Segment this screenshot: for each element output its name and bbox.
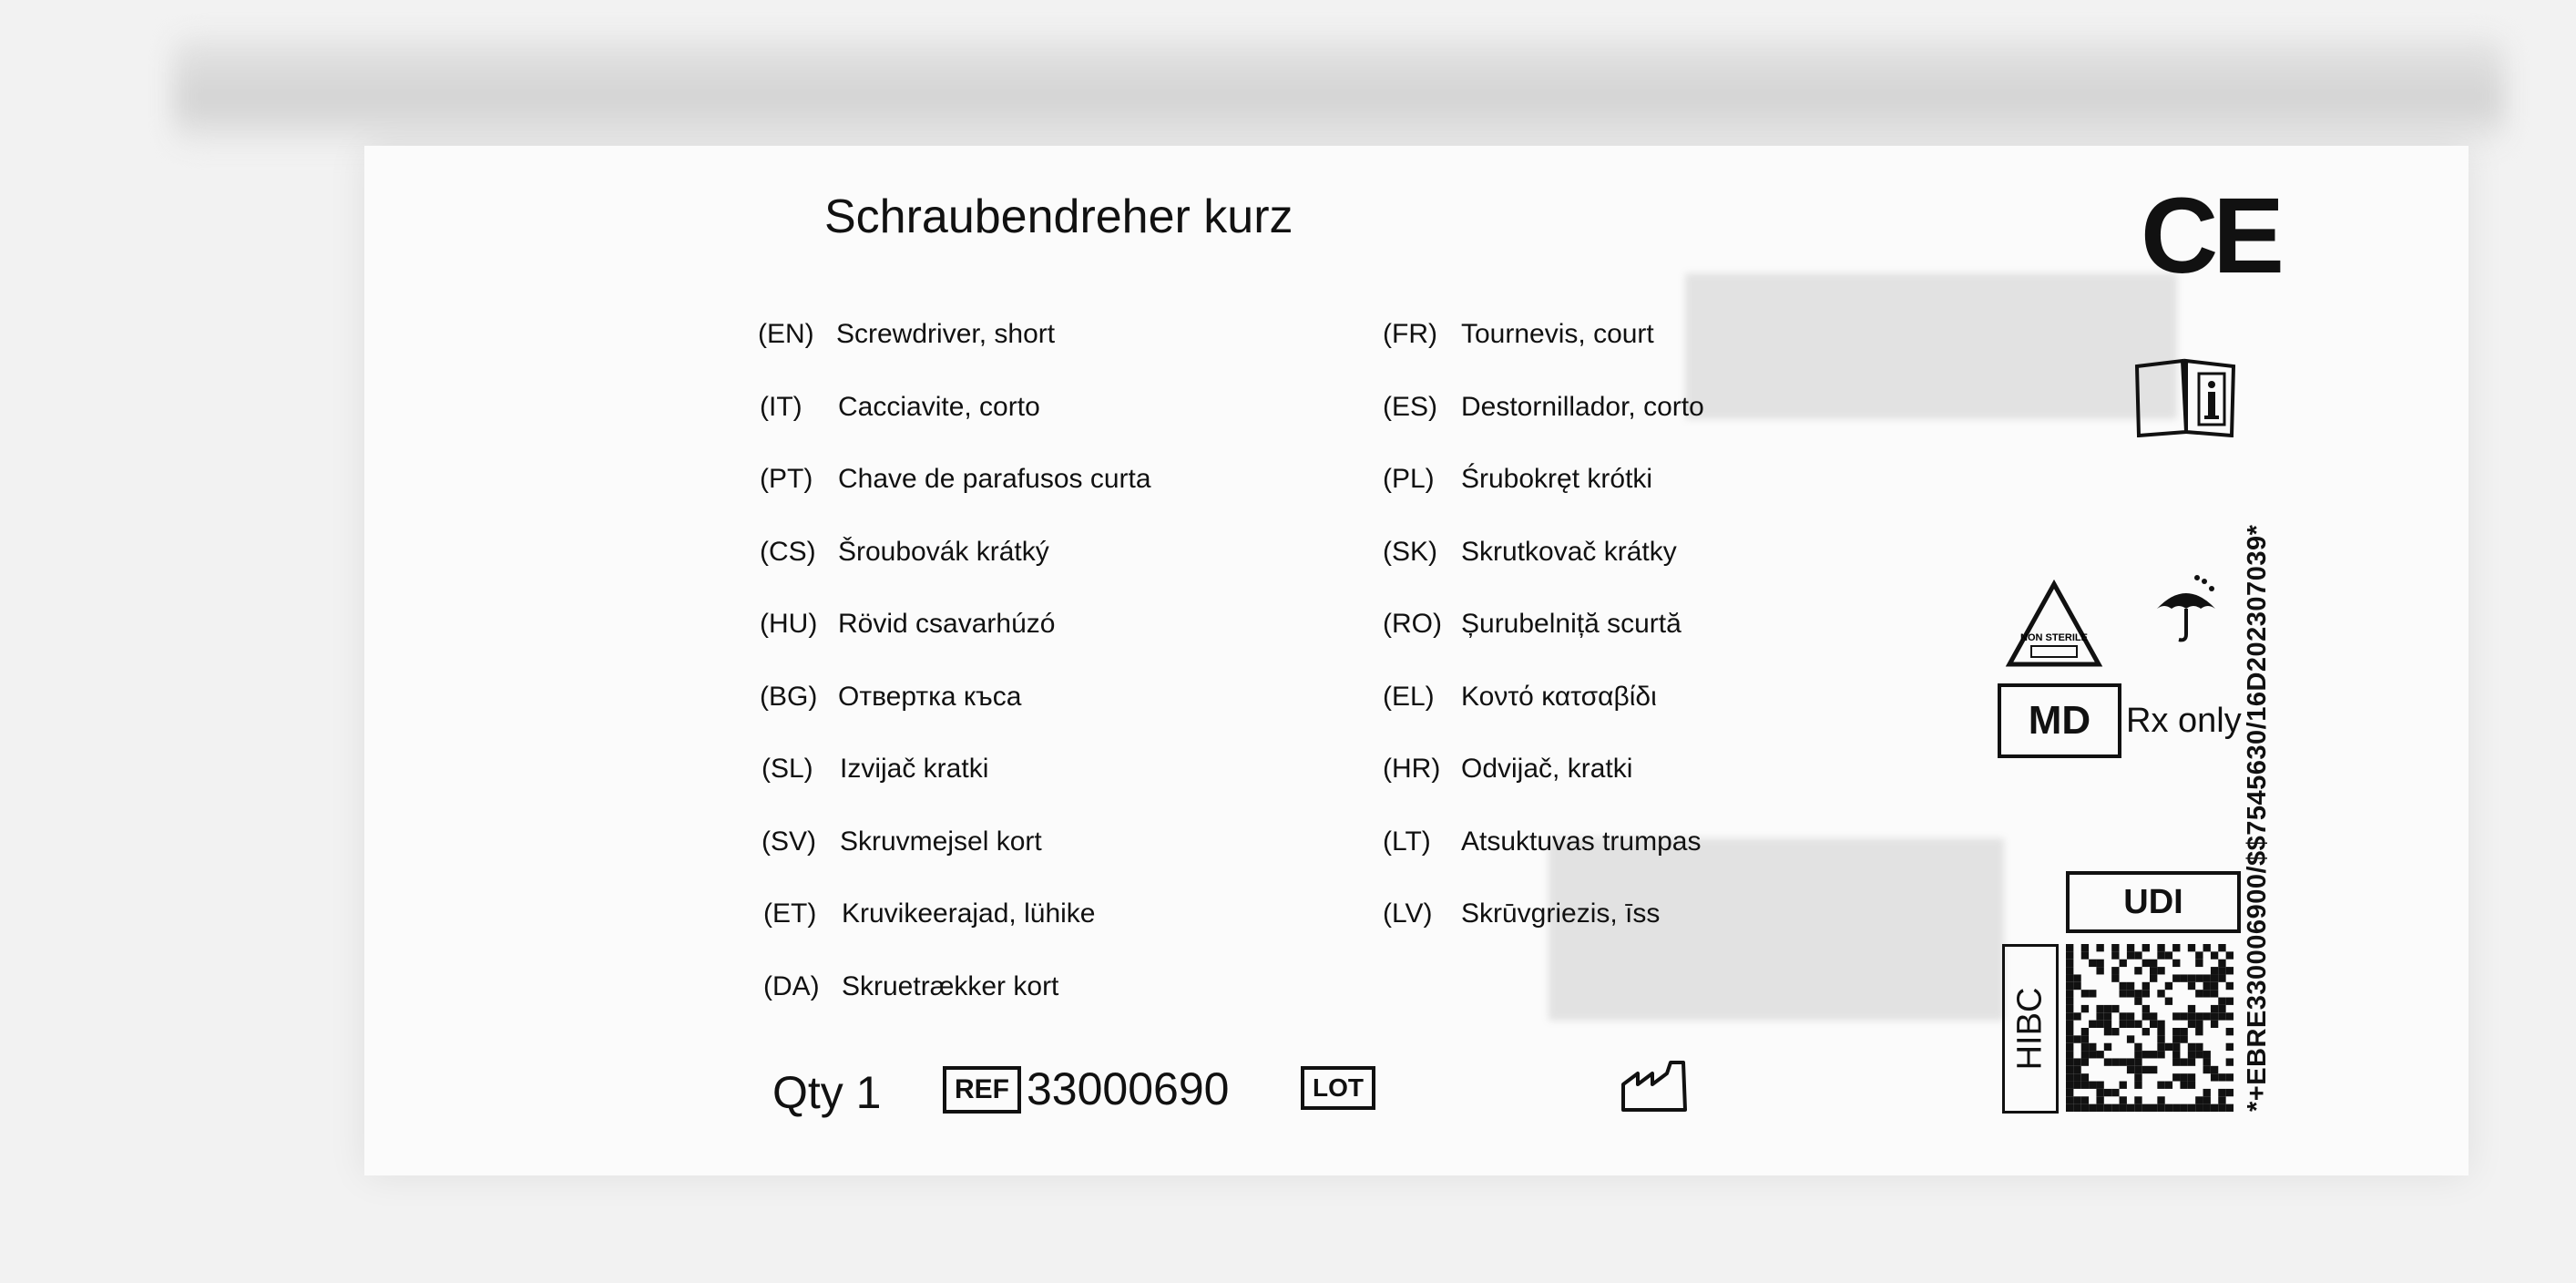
translation-text: Śrubokręt krótki — [1461, 464, 1653, 494]
language-code: (SK) — [1383, 536, 1437, 567]
language-code: (BG) — [760, 681, 818, 712]
translation-text: Destornillador, corto — [1461, 391, 1704, 422]
translation-text: Tournevis, court — [1461, 319, 1654, 349]
translation-row — [1383, 392, 1704, 423]
language-code: (HR) — [1383, 754, 1441, 784]
language-code: (HU) — [760, 609, 818, 639]
reverse-print-ghost — [1549, 838, 2004, 1021]
translation-text: Κοντό κατσαβίδι — [1461, 681, 1657, 712]
translation-text: Cacciavite, corto — [838, 391, 1040, 422]
translation-text: Skrūvgriezis, īss — [1461, 898, 1661, 929]
ref-number: 33000690 — [1027, 1063, 1230, 1114]
translation-text: Odvijač, kratki — [1461, 754, 1633, 784]
translation-row — [1383, 682, 1657, 713]
medical-device-symbol: MD — [1998, 683, 2121, 758]
packaging-shadow — [173, 36, 2505, 146]
product-title: Schraubendreher kurz — [824, 190, 1293, 243]
translation-row — [760, 392, 1040, 423]
translation-text: Izvijač kratki — [840, 754, 989, 784]
translation-row — [760, 537, 1049, 568]
udi-symbol: UDI — [2066, 871, 2241, 933]
translation-text: Skruetrækker kort — [842, 970, 1059, 1001]
translation-row — [758, 319, 1055, 350]
translation-row — [762, 754, 988, 785]
product-label — [364, 146, 2469, 1175]
hibc-box — [2002, 944, 2059, 1114]
language-code: (SL) — [762, 754, 813, 784]
language-code: (PT) — [760, 464, 813, 494]
translation-text: Șurubelniță scurtă — [1461, 609, 1682, 639]
translation-row — [1383, 537, 1677, 568]
translation-text: Отвертка къса — [838, 681, 1022, 712]
ref-symbol: REF — [943, 1066, 1021, 1114]
hibc-label: HIBC — [2010, 987, 2050, 1071]
quantity: Qty 1 — [772, 1067, 882, 1118]
language-code: (IT) — [760, 391, 802, 422]
translation-row — [760, 464, 1151, 495]
language-code: (RO) — [1383, 609, 1442, 639]
translation-text: Skruvmejsel kort — [840, 826, 1042, 857]
instructions-for-use-icon — [2131, 355, 2241, 437]
language-code: (ET) — [763, 898, 817, 929]
translation-row — [763, 898, 1095, 929]
language-code: (DA) — [763, 970, 820, 1001]
translation-row — [1383, 319, 1654, 350]
translation-text: Chave de parafusos curta — [838, 464, 1151, 494]
language-code: (CS) — [760, 536, 816, 567]
translation-text: Kruvikeerajad, lühike — [842, 898, 1096, 929]
translation-row — [762, 826, 1042, 857]
ce-mark: CE — [2141, 176, 2279, 296]
non-sterile-label: NON STERILE — [2020, 632, 2088, 643]
translation-row — [760, 682, 1022, 713]
translation-row — [1383, 898, 1660, 929]
translation-text: Šroubovák krátký — [838, 536, 1049, 567]
translation-text: Rövid csavarhúzó — [838, 609, 1056, 639]
lot-symbol: LOT — [1301, 1066, 1375, 1110]
manufacturer-date-icon — [1620, 1057, 1689, 1114]
translation-row — [763, 971, 1058, 1002]
reverse-print-ghost — [1685, 273, 2177, 419]
rx-only-label: Rx only — [2126, 702, 2242, 740]
language-code: (LV) — [1383, 898, 1433, 929]
translation-text: Atsuktuvas trumpas — [1461, 826, 1702, 857]
language-code: (SV) — [762, 826, 816, 857]
translation-row — [760, 609, 1055, 640]
language-code: (PL) — [1383, 464, 1435, 494]
datamatrix-barcode — [2066, 944, 2234, 1112]
translation-row — [1383, 609, 1682, 640]
language-code: (FR) — [1383, 319, 1437, 349]
translation-text: Skrutkovač krátky — [1461, 536, 1677, 567]
hibc-barcode-text: *+EBRE330006900/$$7545630/16D20230703​9* — [2243, 524, 2272, 1112]
translation-row — [1383, 464, 1652, 495]
non-sterile-icon — [2004, 579, 2104, 670]
translation-row — [1383, 826, 1701, 857]
language-code: (EL) — [1383, 681, 1435, 712]
language-code: (EN) — [758, 319, 814, 349]
keep-dry-umbrella-icon — [2150, 574, 2223, 647]
language-code: (LT) — [1383, 826, 1431, 857]
translation-text: Screwdriver, short — [836, 319, 1056, 349]
language-code: (ES) — [1383, 391, 1437, 422]
translation-row — [1383, 754, 1632, 785]
